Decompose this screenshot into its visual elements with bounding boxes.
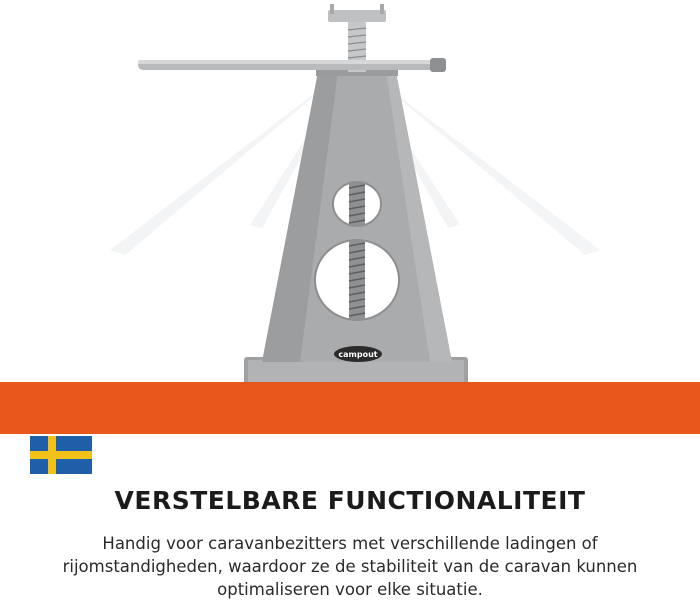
feature-heading: VERSTELBARE FUNCTIONALITEIT (114, 486, 586, 515)
campout-logo (334, 346, 382, 362)
svg-text:campout: campout (338, 350, 378, 359)
threaded-spindle (349, 182, 365, 320)
sweden-flag-icon (30, 436, 92, 474)
feature-description: Handig voor caravanbezitters met verschillende ladingen of rijomstandigheden, waardoor ze de stabiliteit van de caravan kunnen optimaliseren voor elke situatie. (62, 534, 638, 599)
crank-handle (138, 58, 446, 72)
orange-band (0, 382, 700, 434)
